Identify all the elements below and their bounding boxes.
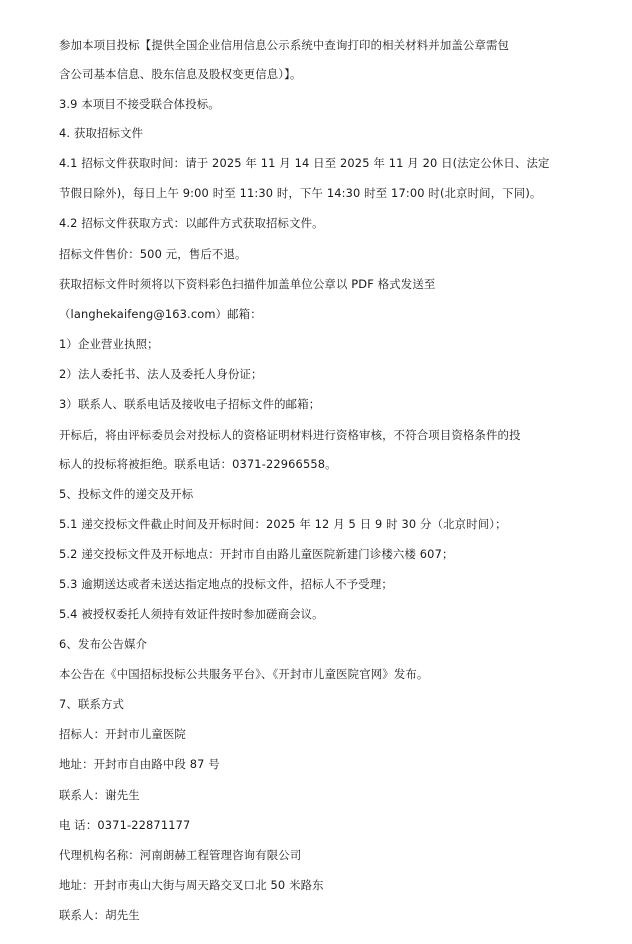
text-line: 参加本项目投标【提供全国企业信用信息公示系统中查询打印的相关材料并加盖公章需包 — [59, 38, 510, 52]
section-heading: 4. 获取招标文件 — [59, 126, 144, 140]
text-line: 5.4 被授权委托人须持有效证件按时参加磋商会议。 — [59, 607, 324, 621]
contact-line: 联系人：谢先生 — [59, 788, 140, 802]
text-line: 3.9 本项目不接受联合体投标。 — [59, 97, 220, 111]
contact-line: 电 话：0371-22871177 — [59, 818, 191, 832]
email-line: （langhekaifeng@163.com）邮箱： — [59, 307, 262, 321]
contact-line: 招标人：开封市儿童医院 — [59, 727, 186, 741]
contact-line: 代理机构名称：河南朗赫工程管理咨询有限公司 — [59, 848, 302, 862]
section-heading: 5、投标文件的递交及开标 — [59, 487, 194, 501]
text-line: 本公告在《中国招标投标公共服务平台》、《开封市儿童医院官网》发布。 — [59, 667, 429, 681]
list-item: 2）法人委托书、法人及委托人身份证； — [59, 367, 263, 381]
text-line: 4.2 招标文件获取方式：以邮件方式获取招标文件。 — [59, 216, 324, 230]
text-line: 标人的投标将被拒绝。联系电话：0371-22966558。 — [59, 457, 337, 471]
text-line: 5.3 逾期送达或者未送达指定地点的投标文件，招标人不予受理； — [59, 577, 393, 591]
text-line: 获取招标文件时须将以下资料彩色扫描件加盖单位公章以 PDF 格式发送至 — [59, 277, 436, 291]
contact-line: 地址：开封市夷山大街与周天路交叉口北 50 米路东 — [59, 878, 324, 892]
contact-line: 联系人：胡先生 — [59, 908, 140, 922]
list-item: 3）联系人、联系电话及接收电子招标文件的邮箱； — [59, 397, 321, 411]
text-line: 5.1 递交投标文件截止时间及开标时间：2025 年 12 月 5 日 9 时 30 分（北京时间）； — [59, 517, 507, 531]
contact-line: 地址：开封市自由路中段 87 号 — [59, 757, 220, 771]
text-line: 招标文件售价：500 元，售后不退。 — [59, 247, 247, 261]
list-item: 1）企业营业执照； — [59, 337, 159, 351]
text-line: 开标后，将由评标委员会对投标人的资格证明材料进行资格审核，不符合项目资格条件的投 — [59, 428, 521, 442]
text-line: 4.1 招标文件获取时间：请于 2025 年 11 月 14 日至 2025 年 11 月 20 日(法定公休日、法定 — [59, 156, 550, 170]
text-line: 5.2 递交投标文件及开标地点：开封市自由路儿童医院新建门诊楼六楼 607； — [59, 547, 454, 561]
section-heading: 6、发布公告媒介 — [59, 637, 148, 651]
text-line: 含公司基本信息、股东信息及股权变更信息）】。 — [59, 67, 302, 81]
text-line: 节假日除外)，每日上午 9:00 时至 11:30 时，下午 14:30 时至 17:00 时(北京时间，下同)。 — [59, 186, 542, 200]
section-heading: 7、联系方式 — [59, 697, 125, 711]
